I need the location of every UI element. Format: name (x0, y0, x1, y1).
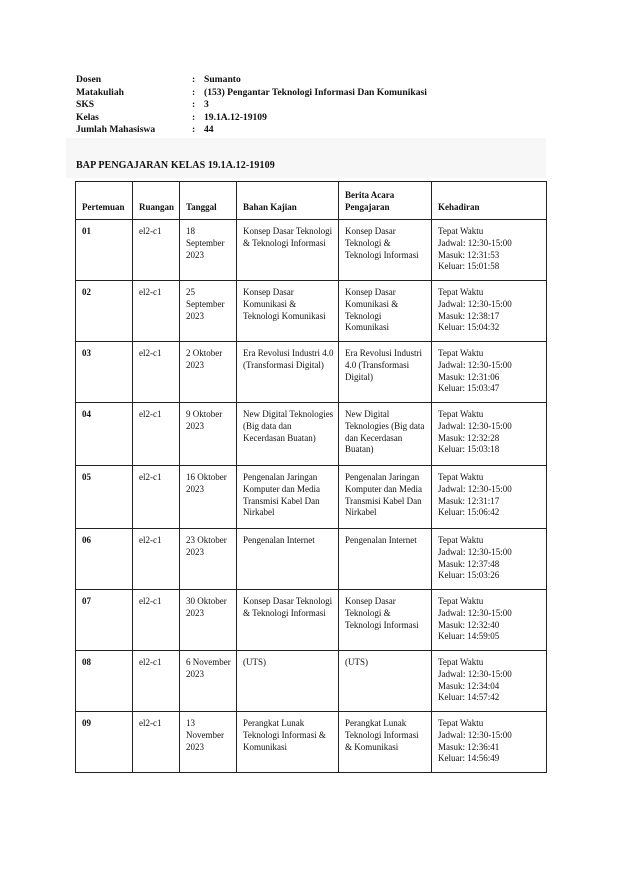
header-pertemuan: Pertemuan (76, 182, 133, 220)
kehadiran-status: Tepat Waktu (438, 409, 484, 419)
kehadiran-masuk: Masuk: 12:31:17 (438, 495, 500, 506)
cell-berita-acara: Konsep Dasar Komunikasi & Teknologi Komunikasi (339, 281, 432, 342)
kehadiran-status: Tepat Waktu (438, 657, 484, 667)
cell-berita-acara: Perangkat Lunak Teknologi Informasi & Komunikasi (339, 712, 432, 773)
kehadiran-masuk: Masuk: 12:31:53 (438, 249, 500, 260)
kehadiran-jadwal: Jadwal: 12:30-15:00 (438, 420, 512, 431)
kehadiran-status: Tepat Waktu (438, 287, 484, 297)
cell-ruangan: el2-c1 (133, 281, 180, 342)
info-colon: : (192, 74, 196, 85)
info-row-kelas (76, 112, 427, 125)
info-value: 3 (204, 99, 209, 111)
info-row-matakuliah (76, 87, 427, 100)
cell-tanggal: 23 Oktober 2023 (180, 529, 237, 590)
cell-kehadiran (432, 712, 547, 773)
cell-kehadiran (432, 590, 547, 651)
header-bahan-kajian: Bahan Kajian (237, 182, 339, 220)
cell-ruangan: el2-c1 (133, 651, 180, 712)
table-row (76, 403, 547, 466)
cell-kehadiran (432, 403, 547, 466)
table-row (76, 466, 547, 529)
cell-bahan-kajian: Pengenalan Internet (237, 529, 339, 590)
table-row (76, 281, 547, 342)
cell-berita-acara: Era Revolusi Industri 4.0 (Transformasi Digital) (339, 342, 432, 403)
table-header-row (76, 182, 547, 220)
cell-tanggal: 6 November 2023 (180, 651, 237, 712)
kehadiran-masuk: Masuk: 12:32:40 (438, 619, 500, 630)
cell-tanggal: 30 Oktober 2023 (180, 590, 237, 651)
kehadiran-jadwal: Jadwal: 12:30-15:00 (438, 483, 512, 494)
cell-tanggal: 25 September 2023 (180, 281, 237, 342)
cell-ruangan: el2-c1 (133, 220, 180, 281)
cell-kehadiran (432, 651, 547, 712)
info-label: Kelas (76, 111, 99, 123)
kehadiran-keluar: Keluar: 15:03:26 (438, 570, 500, 581)
info-row-sks (76, 99, 427, 112)
kehadiran-status: Tepat Waktu (438, 535, 484, 545)
cell-kehadiran (432, 220, 547, 281)
cell-bahan-kajian: Konsep Dasar Teknologi & Teknologi Informasi (237, 220, 339, 281)
cell-pertemuan: 06 (76, 529, 133, 590)
kehadiran-masuk: Masuk: 12:32:28 (438, 432, 500, 443)
info-label: Matakuliah (76, 86, 124, 98)
cell-kehadiran (432, 281, 547, 342)
kehadiran-keluar: Keluar: 15:06:42 (438, 507, 500, 518)
cell-ruangan: el2-c1 (133, 529, 180, 590)
info-colon: : (192, 111, 196, 123)
kehadiran-masuk: Masuk: 12:34:04 (438, 680, 500, 691)
kehadiran-jadwal: Jadwal: 12:30-15:00 (438, 729, 512, 740)
kehadiran-masuk: Masuk: 12:38:17 (438, 310, 500, 321)
kehadiran-keluar: Keluar: 14:57:42 (438, 692, 500, 703)
cell-ruangan: el2-c1 (133, 403, 180, 466)
cell-kehadiran (432, 529, 547, 590)
kehadiran-masuk: Masuk: 12:37:48 (438, 558, 500, 569)
info-label: SKS (76, 99, 95, 111)
info-value: 19.1A.12-19109 (204, 111, 267, 123)
table-row (76, 651, 547, 712)
cell-bahan-kajian: New Digital Teknologies (Big data dan Kecerdasan Buatan) (237, 403, 339, 466)
table-row (76, 590, 547, 651)
kehadiran-keluar: Keluar: 15:03:18 (438, 444, 500, 455)
cell-pertemuan: 07 (76, 590, 133, 651)
kehadiran-status: Tepat Waktu (438, 226, 484, 236)
cell-bahan-kajian: Konsep Dasar Komunikasi & Teknologi Komunikasi (237, 281, 339, 342)
cell-kehadiran (432, 342, 547, 403)
info-row-jumlah-mahasiswa (76, 124, 427, 137)
cell-kehadiran (432, 466, 547, 529)
table-body (76, 220, 547, 773)
table-row (76, 220, 547, 281)
cell-bahan-kajian: (UTS) (237, 651, 339, 712)
info-value: 44 (204, 124, 214, 136)
kehadiran-jadwal: Jadwal: 12:30-15:00 (438, 668, 512, 679)
kehadiran-masuk: Masuk: 12:36:41 (438, 741, 500, 752)
cell-tanggal: 16 Oktober 2023 (180, 466, 237, 529)
cell-ruangan: el2-c1 (133, 590, 180, 651)
cell-berita-acara: (UTS) (339, 651, 432, 712)
cell-ruangan: el2-c1 (133, 466, 180, 529)
cell-tanggal: 13 November 2023 (180, 712, 237, 773)
cell-pertemuan: 04 (76, 403, 133, 466)
cell-tanggal: 2 Oktober 2023 (180, 342, 237, 403)
kehadiran-keluar: Keluar: 14:59:05 (438, 631, 500, 642)
section-title-background (66, 138, 546, 178)
info-colon: : (192, 124, 196, 136)
kehadiran-jadwal: Jadwal: 12:30-15:00 (438, 237, 512, 248)
cell-berita-acara: Pengenalan Internet (339, 529, 432, 590)
cell-pertemuan: 02 (76, 281, 133, 342)
kehadiran-status: Tepat Waktu (438, 596, 484, 606)
kehadiran-status: Tepat Waktu (438, 472, 484, 482)
cell-bahan-kajian: Konsep Dasar Teknologi & Teknologi Informasi (237, 590, 339, 651)
header-tanggal: Tanggal (180, 182, 237, 220)
kehadiran-jadwal: Jadwal: 12:30-15:00 (438, 298, 512, 309)
kehadiran-jadwal: Jadwal: 12:30-15:00 (438, 546, 512, 557)
header-kehadiran: Kehadiran (432, 182, 547, 220)
cell-bahan-kajian: Perangkat Lunak Teknologi Informasi & Komunikasi (237, 712, 339, 773)
kehadiran-status: Tepat Waktu (438, 718, 484, 728)
bap-table (75, 181, 547, 773)
cell-pertemuan: 01 (76, 220, 133, 281)
kehadiran-masuk: Masuk: 12:31:06 (438, 371, 500, 382)
info-label: Jumlah Mahasiswa (76, 124, 156, 136)
info-colon: : (192, 99, 196, 111)
info-value: (153) Pengantar Teknologi Informasi Dan Komunikasi (204, 86, 427, 98)
cell-berita-acara: Konsep Dasar Teknologi & Teknologi Informasi (339, 590, 432, 651)
cell-berita-acara: Pengenalan Jaringan Komputer dan Media Transmisi Kabel Dan Nirkabel (339, 466, 432, 529)
table-row (76, 529, 547, 590)
cell-ruangan: el2-c1 (133, 712, 180, 773)
cell-tanggal: 18 September 2023 (180, 220, 237, 281)
kehadiran-jadwal: Jadwal: 12:30-15:00 (438, 359, 512, 370)
table-row (76, 342, 547, 403)
cell-tanggal: 9 Oktober 2023 (180, 403, 237, 466)
cell-pertemuan: 05 (76, 466, 133, 529)
cell-pertemuan: 09 (76, 712, 133, 773)
info-colon: : (192, 86, 196, 98)
kehadiran-keluar: Keluar: 15:03:47 (438, 383, 500, 394)
header-berita-acara: Berita Acara Pengajaran (339, 182, 432, 220)
cell-berita-acara: Konsep Dasar Teknologi & Teknologi Informasi (339, 220, 432, 281)
kehadiran-keluar: Keluar: 15:04:32 (438, 322, 500, 333)
kehadiran-keluar: Keluar: 15:01:58 (438, 261, 500, 272)
cell-bahan-kajian: Pengenalan Jaringan Komputer dan Media Transmisi Kabel Dan Nirkabel (237, 466, 339, 529)
cell-bahan-kajian: Era Revolusi Industri 4.0 (Transformasi Digital) (237, 342, 339, 403)
info-label: Dosen (76, 74, 102, 85)
kehadiran-keluar: Keluar: 14:56:49 (438, 753, 500, 764)
course-info-block (76, 74, 427, 137)
section-title: BAP PENGAJARAN KELAS 19.1A.12-19109 (76, 160, 275, 171)
kehadiran-jadwal: Jadwal: 12:30-15:00 (438, 607, 512, 618)
info-row-dosen (76, 74, 427, 87)
kehadiran-status: Tepat Waktu (438, 348, 484, 358)
table-row (76, 712, 547, 773)
cell-berita-acara: New Digital Teknologies (Big data dan Kecerdasan Buatan) (339, 403, 432, 466)
info-value: Sumanto (204, 74, 241, 85)
header-ruangan: Ruangan (133, 182, 180, 220)
cell-pertemuan: 03 (76, 342, 133, 403)
cell-pertemuan: 08 (76, 651, 133, 712)
cell-ruangan: el2-c1 (133, 342, 180, 403)
